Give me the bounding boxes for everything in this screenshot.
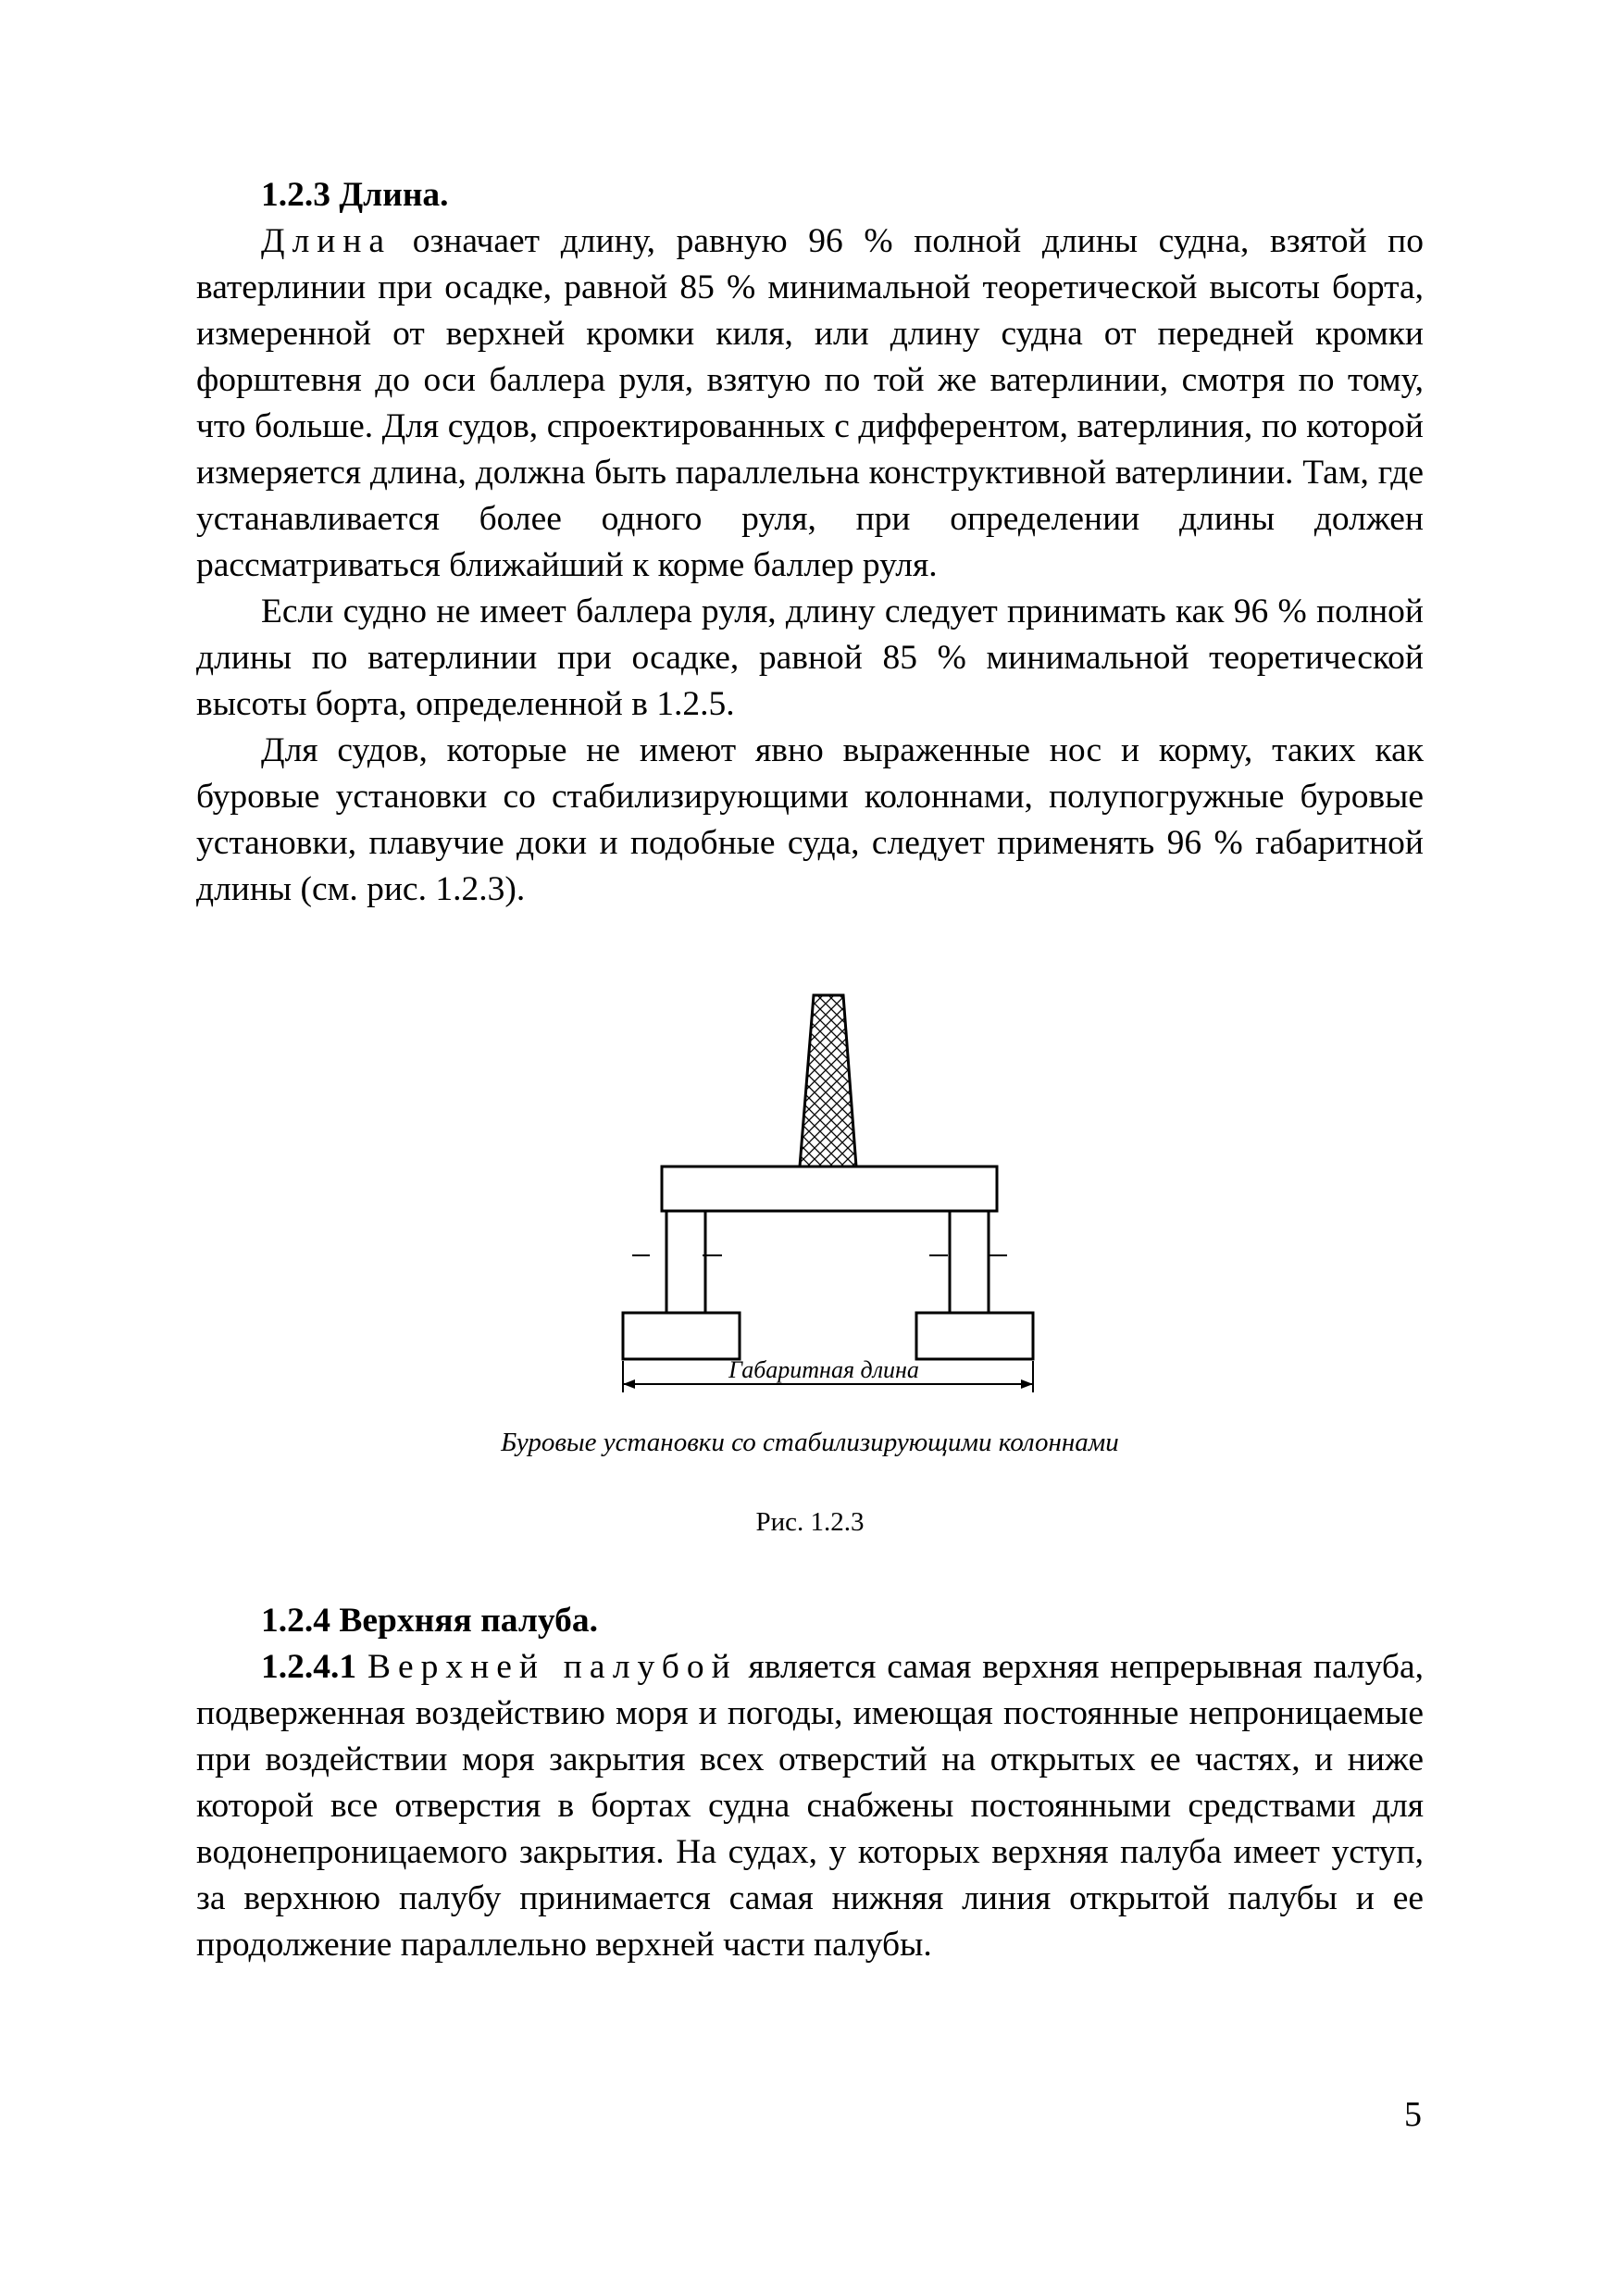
- section-1-2-4: [196, 1598, 1424, 1968]
- figure-caption: Буровые установки со стабилизирующими колоннами: [501, 1428, 1119, 1457]
- drilling-rig-figure: [592, 981, 1074, 1407]
- derrick-tower: [800, 995, 856, 1167]
- paragraph-upper-deck-definition: [196, 1644, 1424, 1968]
- paragraph-length-definition: [196, 218, 1424, 589]
- right-pontoon: [916, 1313, 1033, 1359]
- defined-term: Верхней палубой: [367, 1648, 738, 1686]
- paragraph-text: является самая верхняя непрерывная палуба, подверженная воздействию моря и погоды, имеющая постоянные непроницаемые при воздействии моря закрытия всех отверстий на открытых ее частях, и ниже которой все отверстия в бортах судна снабжены постоянными средствами для водонепроницаемого закрытия. На судах, у которых верхняя палуба имеет уступ, за верхнюю палубу принимается самая нижняя линия открытой палубы и ее продолжение параллельно верхней части палубы.: [196, 1648, 1425, 1964]
- paragraph-text: означает длину, равную 96 % полной длины судна, взятой по ватерлинии при осадке, равной 85 % минимальной теоретической высоты борта, измеренной от верхней кромки киля, или длину судна от передней кромки форштевня до оси баллера руля, взятую по той же ватерлинии, смотря по тому, что больше. Для судов, спроектированных с дифферентом, ватерлиния, по которой измеряется длина, должна быть параллельна конструктивной ватерлинии. Там, где устанавливается более одного руля, при определении длины должен рассматриваться ближайший к корме баллер руля.: [196, 222, 1424, 584]
- figure-label: Рис. 1.2.3: [755, 1507, 865, 1537]
- paragraph-no-bow-stern: Для судов, которые не имеют явно выраженные нос и корму, таких как буровые установки со стабилизирующими колоннами, полупогружные буровые установки, плавучие доки и подобные суда, следует применять 96 % габаритной длины (см. рис. 1.2.3).: [196, 731, 1424, 908]
- dimension-arrow-right: [1021, 1379, 1033, 1389]
- section-heading: 1.2.3 Длина.: [261, 176, 449, 214]
- clause-number: 1.2.4.1: [261, 1648, 357, 1686]
- deck-box: [662, 1167, 997, 1211]
- section-1-2-3: [196, 172, 1424, 913]
- section-heading: 1.2.4 Верхняя палуба.: [261, 1602, 599, 1640]
- right-column: [950, 1211, 989, 1313]
- defined-term: Длина: [261, 222, 392, 260]
- dimension-arrow-left: [623, 1379, 635, 1389]
- paragraph-no-rudder-stock: Если судно не имеет баллера руля, длину следует принимать как 96 % полной длины по ватерлинии при осадке, равной 85 % минимальной теоретической высоты борта, определенной в 1.2.5.: [196, 593, 1424, 723]
- dimension-label: Габаритная длина: [728, 1356, 919, 1383]
- left-pontoon: [623, 1313, 740, 1359]
- left-column: [666, 1211, 705, 1313]
- page-number: 5: [1404, 2095, 1422, 2134]
